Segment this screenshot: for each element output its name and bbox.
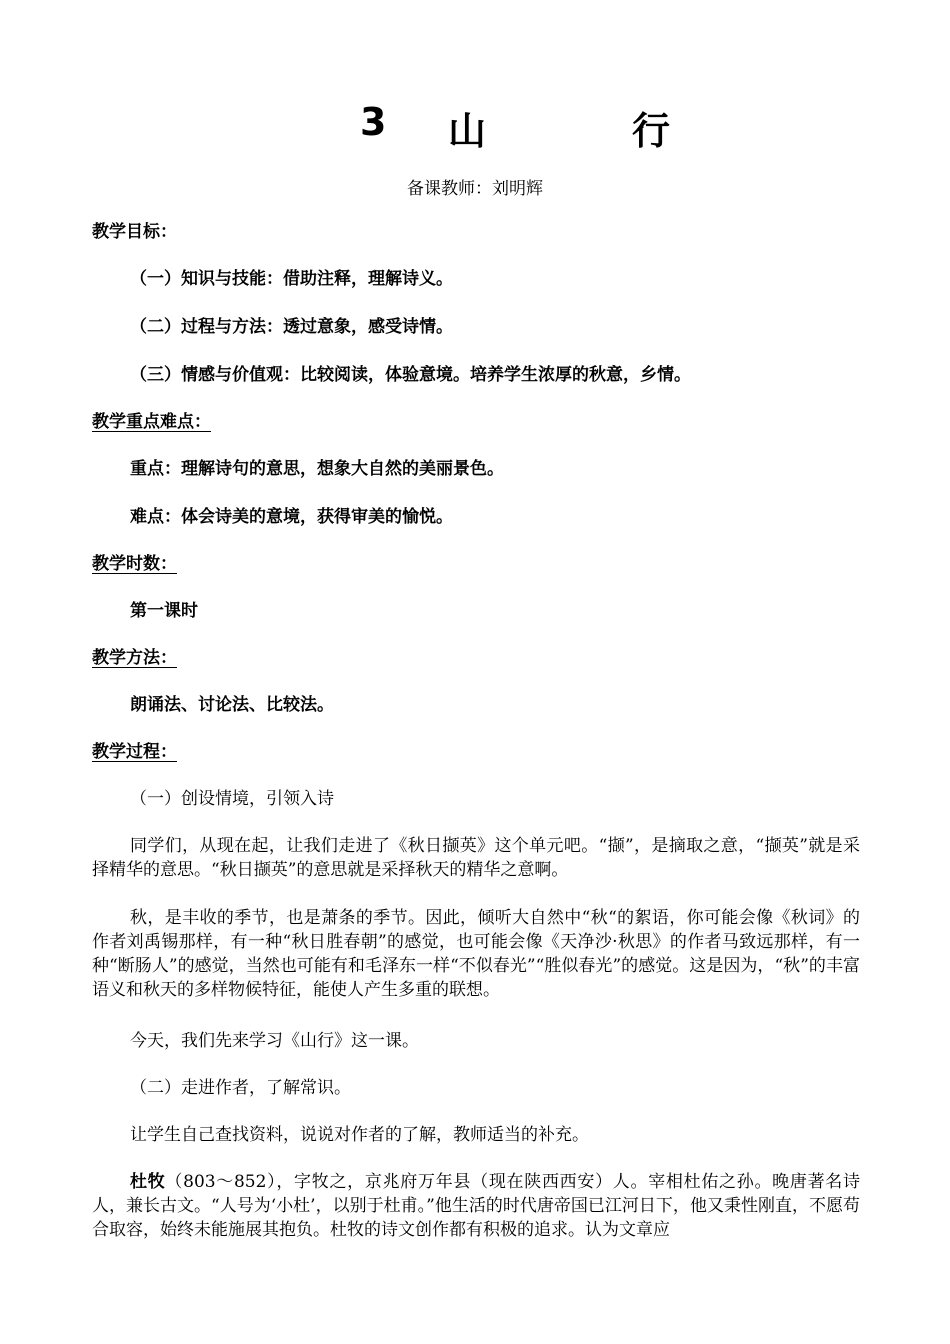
methods-value: 朗诵法、讨论法、比较法。 — [130, 695, 334, 715]
lesson-title-char-1: 山 — [448, 109, 487, 153]
lesson-title-char-2: 行 — [632, 109, 671, 153]
paragraph-research: 让学生自己查找资料，说说对作者的了解，教师适当的补充。 — [130, 1125, 589, 1145]
author-name-du-mu: 杜牧 — [130, 1172, 166, 1192]
key-points-heading: 教学重点难点： — [92, 412, 211, 432]
paragraph-today: 今天，我们先来学习《山行》这一课。 — [130, 1031, 419, 1051]
objective-2: （二）过程与方法：透过意象，感受诗情。 — [130, 317, 453, 337]
key-point-difficulty: 难点：体会诗美的意境，获得审美的愉悦。 — [130, 507, 453, 527]
paragraph-du-mu — [92, 1170, 860, 1242]
key-point-focus: 重点：理解诗句的意思，想象大自然的美丽景色。 — [130, 459, 504, 479]
hours-value: 第一课时 — [130, 601, 198, 621]
objective-1: （一）知识与技能：借助注释，理解诗义。 — [130, 269, 453, 289]
process-heading: 教学过程： — [92, 742, 177, 762]
hours-heading: 教学时数： — [92, 554, 177, 574]
process-step-1: （一）创设情境，引领入诗 — [130, 789, 334, 809]
paragraph-intro: 同学们，从现在起，让我们走进了《秋日撷英》这个单元吧。“撷”，是摘取之意，“撷英”就是采择精华的意思。“秋日撷英”的意思就是采择秋天的精华之意啊。 — [92, 836, 860, 880]
objective-3: （三）情感与价值观：比较阅读，体验意境。培养学生浓厚的秋意，乡情。 — [130, 365, 691, 385]
paragraph-autumn: 秋，是丰收的季节，也是萧条的季节。因此，倾听大自然中“秋“的絮语，你可能会像《秋词》的作者刘禹锡那样，有一种“秋日胜春朝”的感觉，也可能会像《天净沙·秋思》的作者马致远那样，有一种“断肠人”的感觉，当然也可能有和毛泽东一样“不似春光”“胜似春光”的感觉。这是因为，“秋”的丰富语义和秋天的多样物候特征，能使人产生多重的联想。 — [92, 908, 860, 1000]
process-step-2: （二）走进作者，了解常识。 — [130, 1078, 351, 1098]
lesson-title — [0, 100, 950, 153]
methods-heading: 教学方法： — [92, 648, 177, 668]
objectives-heading: 教学目标： — [92, 222, 177, 242]
lesson-number: 3 — [360, 100, 387, 144]
author-line: 备课教师：刘明辉 — [407, 179, 543, 199]
du-mu-bio: （803～852），字牧之，京兆府万年县（现在陕西西安）人。宰相杜佑之孙。晚唐著名诗人，兼长古文。“人号为‘小杜’，以别于杜甫。”他生活的时代唐帝国已江河日下，他又秉性刚直，不愿苟合取容，始终未能施展其抱负。杜牧的诗文创作都有积极的追求。认为文章应 — [92, 1172, 860, 1240]
